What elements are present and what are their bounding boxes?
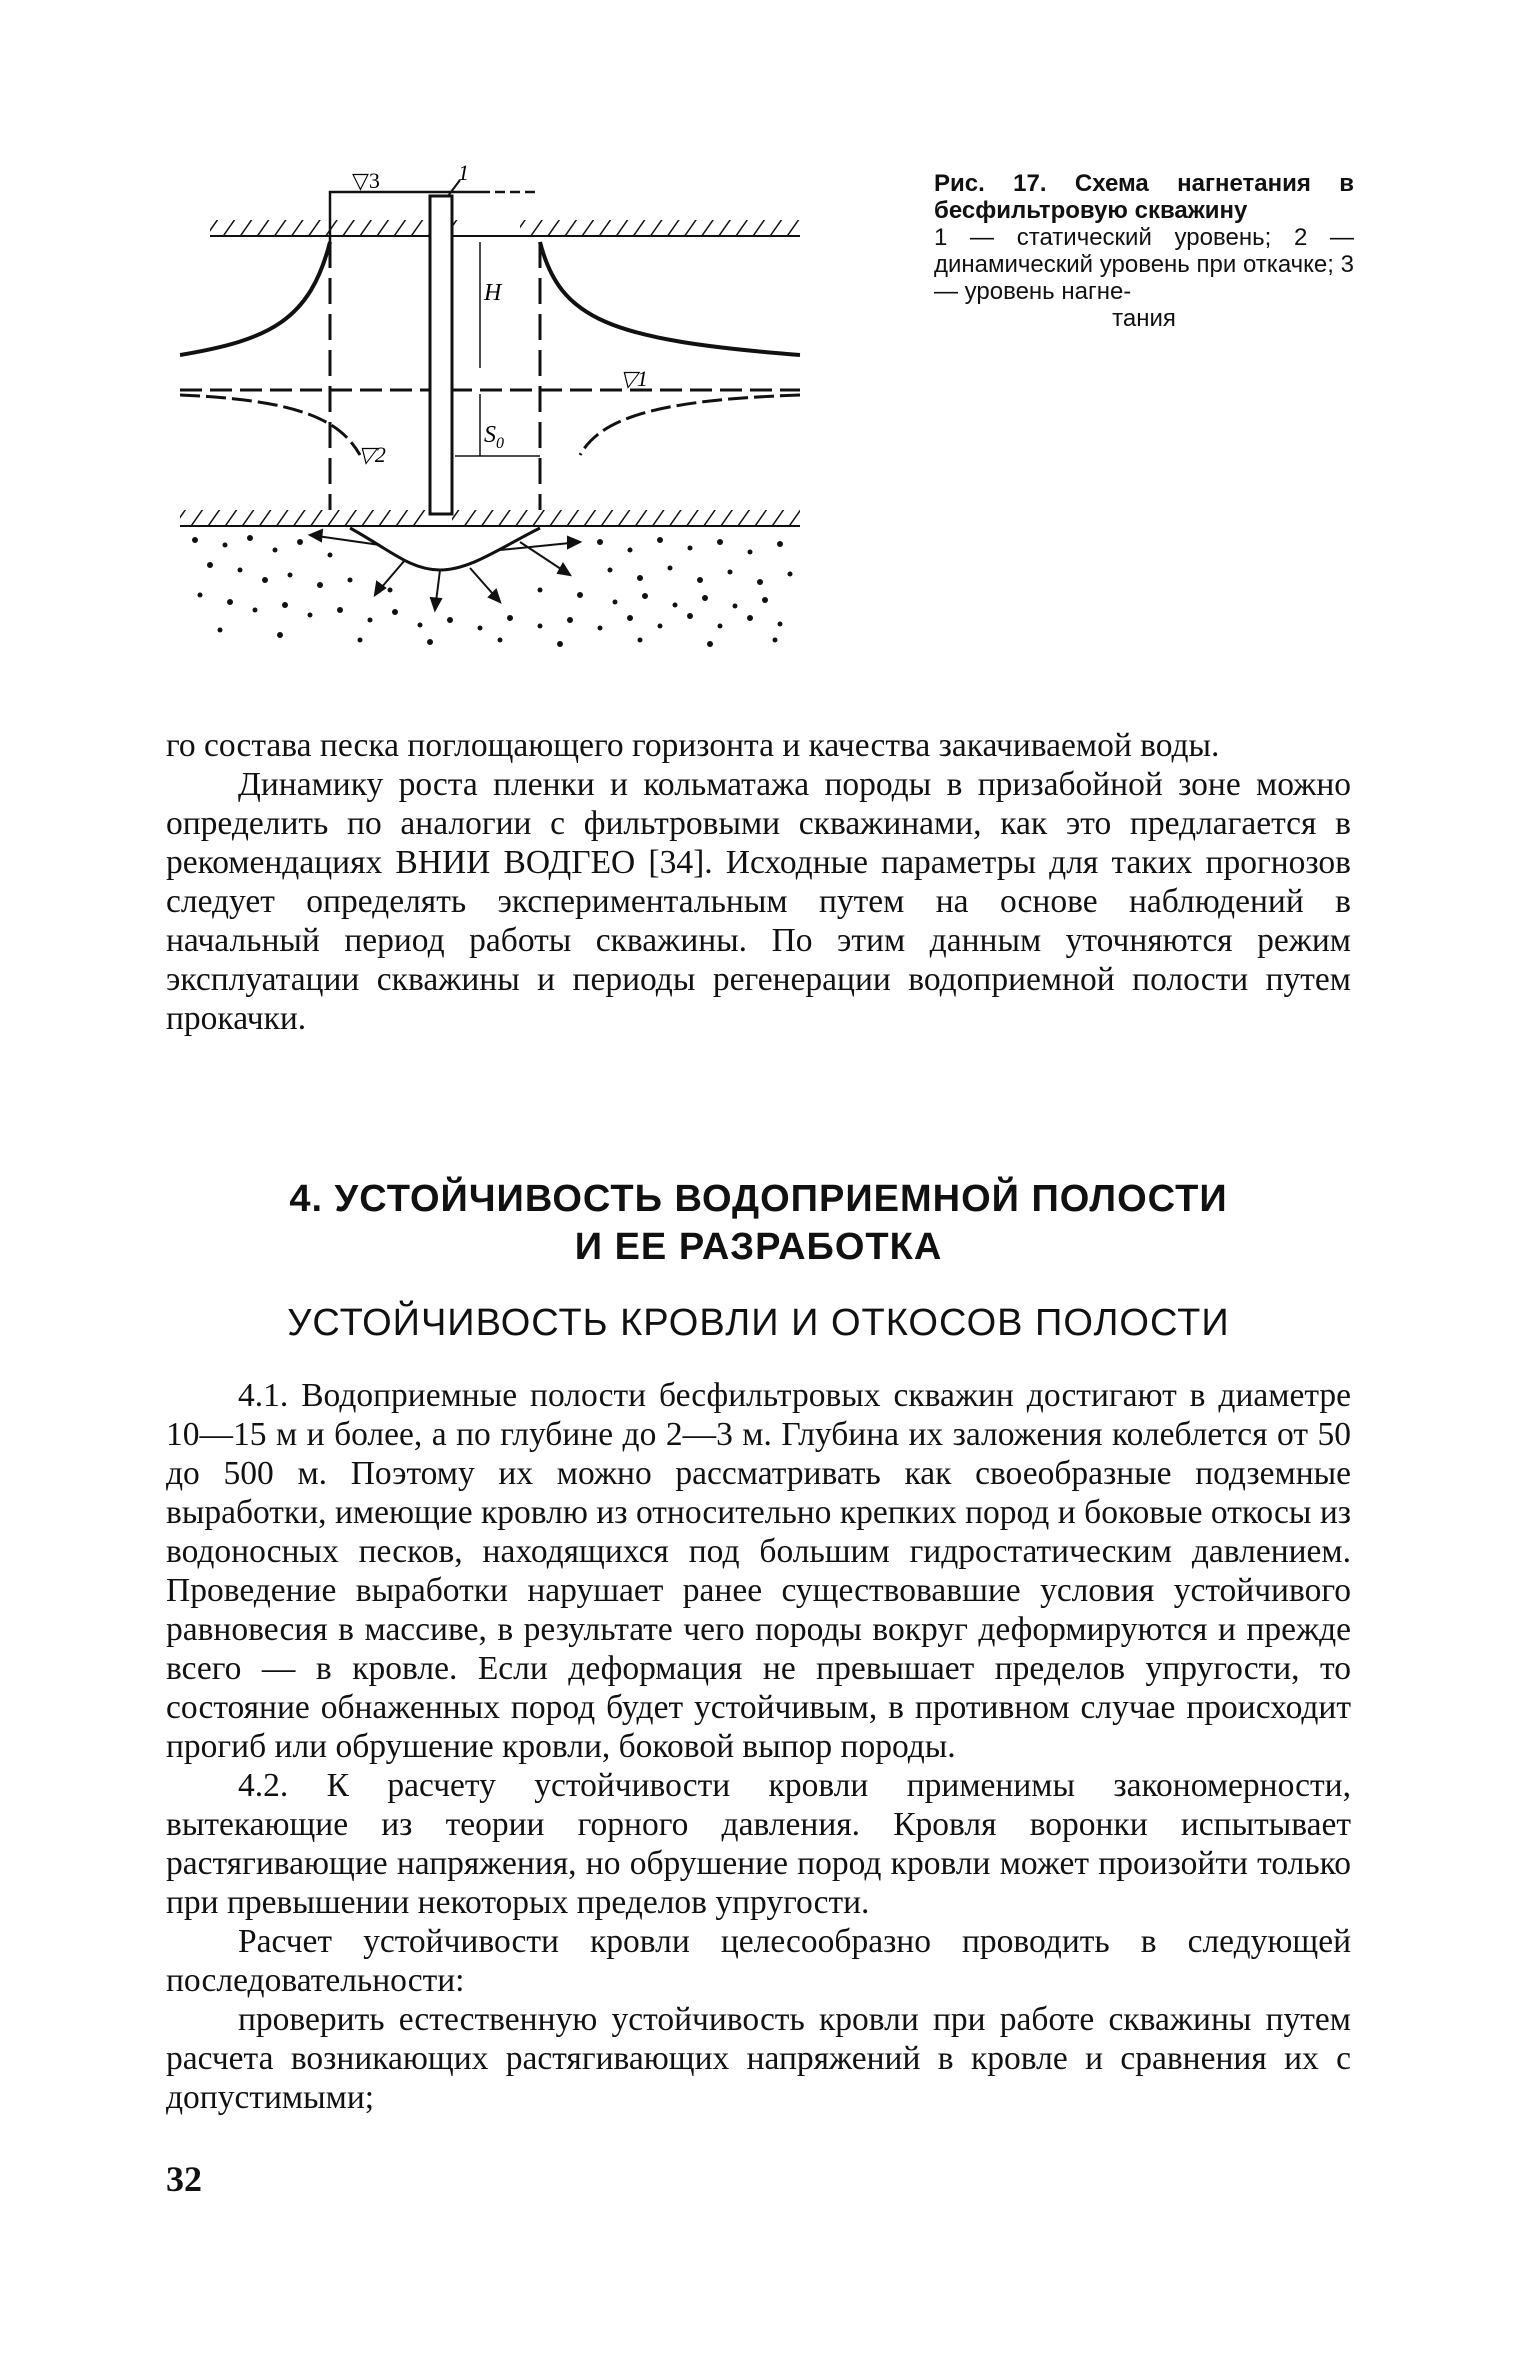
label-h: H bbox=[484, 280, 502, 306]
body-text-bottom bbox=[166, 1376, 1351, 2117]
paragraph-dynamics: Динамику роста пленки и кольматажа породы в призабойной зоне можно определить по аналогии с фильтровыми скважинами, как это предлагается в рекомендациях ВНИИ ВОДГЕО [34]. Исходные параметры для таких прогнозов следует определять экспериментальным путем на основе наблюдений в начальный период работы скважины. По этим данным уточняются режим эксплуатации скважины и периоды регенерации водоприемной полости путем прокачки. bbox=[166, 766, 1351, 1037]
caption-legend: 1 — статический уровень; 2 — динамический уровень при откачке; 3 — уровень нагне- bbox=[934, 224, 1354, 305]
well-casing bbox=[430, 196, 452, 514]
caption-title: Рис. 17. Схема нагнетания в бесфильтровую скважину bbox=[934, 170, 1354, 224]
paragraph-continuation: го состава песка поглощающего горизонта и качества закачиваемой воды. bbox=[166, 727, 1220, 764]
ground-surface-right bbox=[520, 220, 800, 236]
paragraph-calc-sequence: Расчет устойчивости кровли целесообразно проводить в следующей последовательности: bbox=[166, 1923, 1351, 1999]
label-level-2: ▽2 bbox=[358, 442, 386, 467]
caption-legend-end: тания bbox=[1112, 305, 1176, 332]
label-pointer-1: 1 bbox=[458, 160, 469, 185]
section-title-line1: 4. УСТОЙЧИВОСТЬ ВОДОПРИЕМНОЙ ПОЛОСТИ bbox=[289, 1178, 1228, 1220]
cone-curve-right-upper bbox=[540, 242, 800, 355]
label-s0: $S_0$ bbox=[484, 422, 504, 452]
label-level-1: ▽1 bbox=[620, 366, 648, 391]
cone-curve-left-upper bbox=[180, 242, 330, 355]
figure-17-injection-scheme bbox=[180, 150, 900, 690]
paragraph-4-1: 4.1. Водоприемные полости бесфильтровых скважин достигают в диаметре 10—15 м и более, а по глубине до 2—3 м. Глубина их заложения колеблется от 50 до 500 м. Поэтому их можно рассматривать как своеобразные подземные выработки, имеющие кровлю из относительно крепких пород и боковые откосы из водоносных песков, находящихся под большим гидростатическим давлением. Проведение выработки нарушает ранее существовавшие условия устойчивого равновесия в массиве, в результате чего породы вокруг деформируются и прежде всего — в кровле. Если деформация не превышает пределов упругости, то состояние обнаженных пород будет устойчивым, в противном случае происходит прогиб или обрушение кровли, боковой выпор породы. bbox=[166, 1377, 1351, 1765]
paragraph-check-stability: проверить естественную устойчивость кровли при работе скважины путем расчета возникающих растягивающих напряжений в кровле и сравнения их с допустимыми; bbox=[166, 2001, 1351, 2116]
figure-caption bbox=[934, 170, 1354, 332]
paragraph-4-2: 4.2. К расчету устойчивости кровли применимы закономерности, вытекающие из теории горного давления. Кровля воронки испытывает растягивающие напряжения, но обрушение пород кровли может произойти только при превышении некоторых пределов упругости. bbox=[166, 1767, 1351, 1921]
body-text-top bbox=[166, 726, 1351, 1038]
page-number: 32 bbox=[166, 2159, 202, 2199]
ground-surface-left bbox=[210, 220, 460, 236]
section-subtitle: УСТОЙЧИВОСТЬ КРОВЛИ И ОТКОСОВ ПОЛОСТИ bbox=[287, 1302, 1230, 1344]
section-title-line2: И ЕЕ РАЗРАБОТКА bbox=[574, 1226, 943, 1268]
label-level-3: ▽3 bbox=[352, 168, 380, 193]
